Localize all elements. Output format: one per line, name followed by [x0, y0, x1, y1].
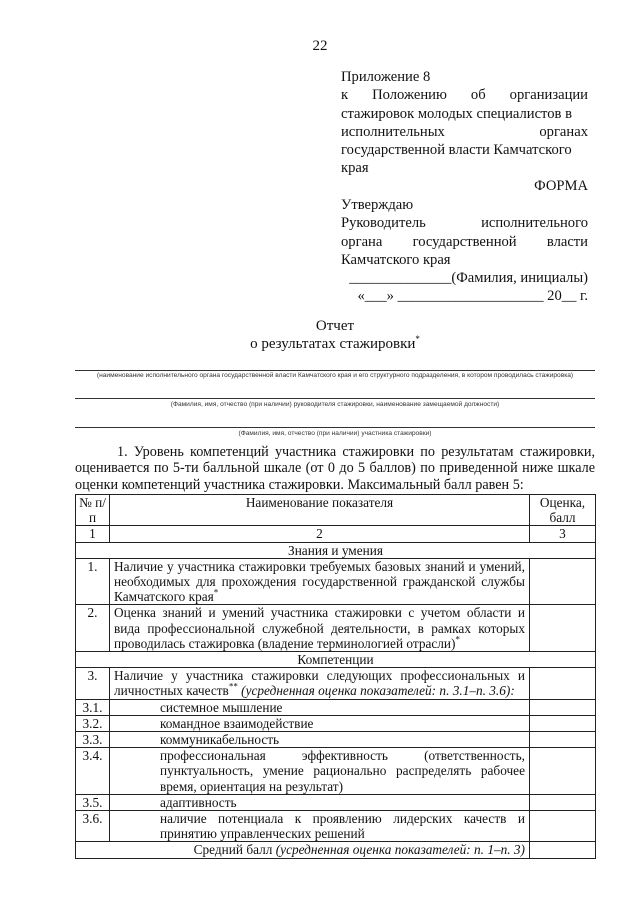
score-cell[interactable]	[530, 558, 596, 605]
table-header-row	[76, 495, 596, 526]
footnote-mark: *	[415, 334, 420, 344]
page-number: 22	[312, 38, 328, 54]
row-num: 3.	[76, 668, 110, 699]
table-colnum-row	[76, 526, 596, 542]
competency-table	[75, 494, 596, 859]
row-num: 3.6.	[76, 811, 110, 842]
row-text: командное взаимодействие	[110, 715, 530, 731]
appendix-block	[341, 68, 588, 178]
row-text-content: Оценка знаний и умений участника стажировки с учетом области и вида профессиональной служебной деятельности, в рамках которых проводилась стажировка (владение терминологией отрасли)	[114, 605, 525, 651]
score-cell[interactable]	[530, 748, 596, 795]
report-title: Отчет	[315, 318, 355, 334]
approval-line: Утверждаю	[341, 197, 414, 213]
approval-signature-line: ______________(Фамилия, инициалы)	[349, 270, 588, 287]
approval-line: Камчатского края	[341, 251, 451, 268]
approval-block	[341, 196, 588, 306]
table-row	[76, 794, 596, 810]
report-subtitle-text: о результатах стажировки	[250, 336, 416, 352]
average-row	[76, 842, 596, 858]
score-cell[interactable]	[530, 715, 596, 731]
score-cell[interactable]	[530, 605, 596, 652]
table-row	[76, 811, 596, 842]
section-row	[76, 652, 596, 668]
colnum-1: 1	[76, 526, 110, 542]
blank-line-supervisor	[75, 398, 595, 399]
row-text: коммуникабельность	[110, 732, 530, 748]
table-row	[76, 732, 596, 748]
footnote-mark: *	[455, 634, 460, 645]
appendix-line: исполнительных органах	[341, 123, 588, 140]
approval-line: органа государственной власти	[341, 233, 588, 250]
blank-line-participant	[75, 427, 595, 428]
row-num: 3.1.	[76, 699, 110, 715]
average-score-cell[interactable]	[530, 842, 596, 858]
score-cell[interactable]	[530, 811, 596, 842]
row-num: 3.5.	[76, 794, 110, 810]
paragraph-1	[75, 444, 595, 493]
row-text	[110, 668, 530, 699]
table-row	[76, 715, 596, 731]
appendix-line: государственной власти Камчатского	[341, 142, 572, 159]
appendix-line: края	[341, 160, 369, 177]
row-num: 1.	[76, 558, 110, 605]
row-text: профессиональная эффективность (ответственность, пунктуальность, умение рационально распределять рабочее время, ориентация на результат)	[110, 748, 530, 795]
score-cell[interactable]	[530, 668, 596, 699]
row-text: адаптивность	[110, 794, 530, 810]
colnum-2: 2	[110, 526, 530, 542]
appendix-line: к Положению об организации	[341, 87, 588, 104]
appendix-line: стажировок молодых специалистов в	[341, 105, 572, 122]
blank-line-organization	[75, 370, 595, 371]
row-text-content: Наличие у участника стажировки требуемых базовых знаний и умений, необходимых для прохождения государственной гражданской службы Камчатского края	[114, 558, 525, 605]
header-score: Оценка, балл	[530, 495, 596, 526]
table-row	[76, 748, 596, 795]
score-cell[interactable]	[530, 732, 596, 748]
appendix-line: Приложение 8	[341, 69, 431, 85]
header-name: Наименование показателя	[110, 495, 530, 526]
table-row	[76, 668, 596, 699]
caption-organization: (наименование исполнительного органа государственной власти Камчатского края и его структурного подразделения, в котором проводилась стажировка)	[96, 372, 574, 379]
report-subtitle	[0, 336, 640, 353]
header-num: № п/п	[76, 495, 110, 526]
table-row	[76, 699, 596, 715]
caption-participant: (Фамилия, имя, отчество (при наличии) участника стажировки)	[238, 430, 432, 437]
section-knowledge: Знания и умения	[76, 542, 596, 558]
table-row	[76, 558, 596, 605]
footnote-mark: **	[228, 682, 238, 693]
score-cell[interactable]	[530, 794, 596, 810]
form-label: ФОРМА	[534, 178, 588, 194]
score-cell[interactable]	[530, 699, 596, 715]
row-text: наличие потенциала к проявлению лидерских качеств и принятию управленческих решений	[110, 811, 530, 842]
row-text	[110, 558, 530, 605]
average-label-text: Средний балл	[193, 842, 273, 858]
table-row	[76, 605, 596, 652]
row-text-content: Наличие у участника стажировки следующих профессиональных и личностных качеств	[114, 668, 525, 699]
colnum-3: 3	[530, 526, 596, 542]
section-competencies: Компетенции	[76, 652, 596, 668]
row-num: 3.3.	[76, 732, 110, 748]
row-text: системное мышление	[110, 699, 530, 715]
paragraph-1-text: 1. Уровень компетенций участника стажировки по результатам стажировки, оценивается по 5-ти балльной шкале (от 0 до 5 баллов) по приведенной ниже шкале оценки компетенций участника стажировки. Максимальный балл равен 5:	[75, 444, 595, 493]
footnote-mark: *	[213, 587, 219, 598]
row-num: 3.2.	[76, 715, 110, 731]
average-label	[76, 842, 530, 858]
row-note: (усредненная оценка показателей: п. 3.1–п. 3.6):	[241, 683, 515, 699]
approval-line: Руководитель исполнительного	[341, 215, 588, 232]
caption-supervisor: (Фамилия, имя, отчество (при наличии) руководителя стажировки, наименование замещаемой должности)	[170, 401, 500, 408]
approval-date-line: «___» ____________________ 20__ г.	[357, 288, 588, 305]
section-row	[76, 542, 596, 558]
row-text	[110, 605, 530, 652]
row-num: 2.	[76, 605, 110, 652]
row-num: 3.4.	[76, 748, 110, 795]
average-note: (усредненная оценка показателей: п. 1–п. 3)	[275, 842, 525, 858]
